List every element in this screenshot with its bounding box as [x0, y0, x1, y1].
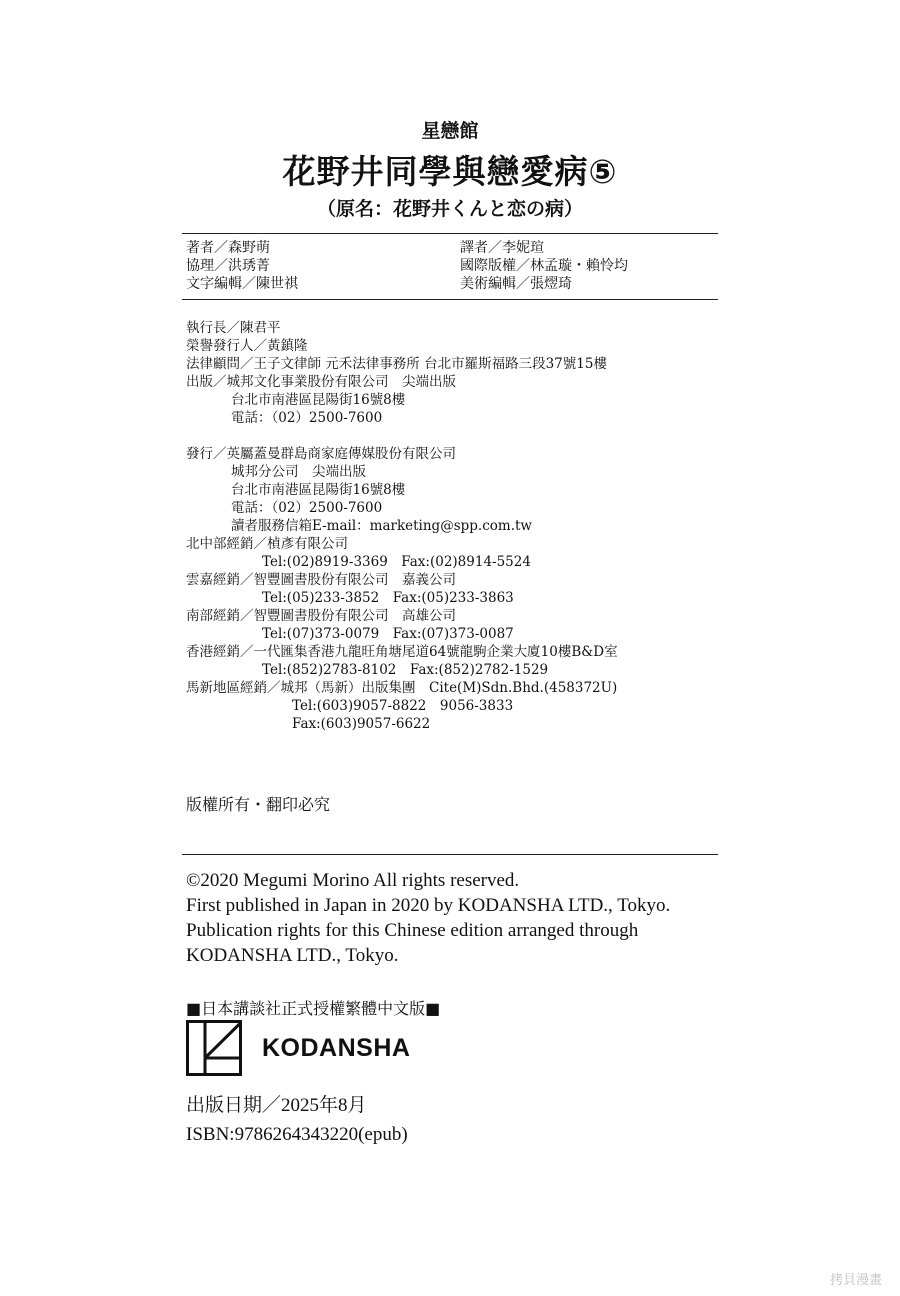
english-line: ©2020 Megumi Morino All rights reserved. [186, 870, 520, 891]
original-title: （原名：花野井くんと恋の病） [316, 198, 583, 220]
copyright-notice: 版權所有・翻印必究 [186, 795, 331, 814]
book-title: 花野井同學與戀愛病⑤ [282, 152, 618, 191]
info-line: 台北市南港區昆陽街16號8樓 [231, 482, 406, 498]
publisher-name: 星戀館 [421, 120, 479, 142]
publication-date: 出版日期／2025年8月 [186, 1095, 367, 1116]
credit-art-editor: 美術編輯／張熤琦 [460, 276, 572, 292]
info-line: 出版／城邦文化事業股份有限公司 尖端出版 [186, 374, 456, 390]
info-line: Fax:(603)9057-6622 [292, 716, 431, 732]
english-line: First published in Japan in 2020 by KODANSHA LTD., Tokyo. [186, 895, 671, 916]
info-line: Tel:(852)2783-8102 Fax:(852)2782-1529 [262, 662, 549, 678]
info-line: 執行長／陳君平 [186, 320, 281, 336]
english-rule [182, 854, 718, 855]
credit-text-editor: 文字編輯／陳世祺 [186, 276, 298, 292]
info-line: 香港經銷／一代匯集香港九龍旺角塘尾道64號龍駒企業大廈10樓B&D室 [186, 644, 618, 660]
kodansha-logo-icon [186, 1020, 242, 1076]
info-line: 電話：（02）2500-7600 [231, 500, 383, 516]
info-line: 電話：（02）2500-7600 [231, 410, 383, 426]
info-line: 榮譽發行人／黃鎮隆 [186, 338, 308, 354]
license-notice: ■日本講談社正式授權繁體中文版■ [186, 999, 441, 1018]
info-line: 城邦分公司 尖端出版 [231, 464, 366, 480]
info-line: 讀者服務信箱E-mail：marketing@spp.com.tw [231, 518, 532, 534]
info-line: 北中部經銷／楨彥有限公司 [186, 536, 348, 552]
info-line: 法律顧問／王子文律師 元禾法律事務所 台北市羅斯福路三段37號15樓 [186, 356, 607, 372]
info-line: Tel:(07)373-0079 Fax:(07)373-0087 [262, 626, 514, 642]
info-line: 南部經銷／智豐圖書股份有限公司 高雄公司 [186, 608, 456, 624]
info-line: Tel:(05)233-3852 Fax:(05)233-3863 [262, 590, 514, 606]
info-line: Tel:(02)8919-3369 Fax:(02)8914-5524 [262, 554, 531, 570]
info-line: 雲嘉經銷／智豐圖書股份有限公司 嘉義公司 [186, 572, 456, 588]
credit-rights: 國際版權／林孟璇・賴怜均 [460, 258, 628, 274]
info-line: 發行／英屬蓋曼群島商家庭傳媒股份有限公司 [186, 446, 456, 462]
english-line: KODANSHA LTD., Tokyo. [186, 945, 399, 966]
credit-manager: 協理／洪琇菁 [186, 258, 270, 274]
info-line: 馬新地區經銷／城邦（馬新）出版集團 Cite(M)Sdn.Bhd.(458372U) [186, 680, 618, 696]
info-line: 台北市南港區昆陽街16號8樓 [231, 392, 406, 408]
watermark: 拷貝漫畫 [829, 1273, 882, 1288]
isbn: ISBN:9786264343220(epub) [186, 1124, 408, 1145]
credits-top-rule [182, 233, 718, 234]
kodansha-logo-text: KODANSHA [262, 1034, 411, 1062]
info-line: Tel:(603)9057-8822 9056-3833 [292, 698, 514, 714]
english-line: Publication rights for this Chinese edition arranged through [186, 920, 639, 941]
credit-translator: 譯者／李妮瑄 [460, 240, 544, 256]
credit-author: 著者／森野萌 [186, 240, 270, 256]
credits-bottom-rule [182, 299, 718, 300]
